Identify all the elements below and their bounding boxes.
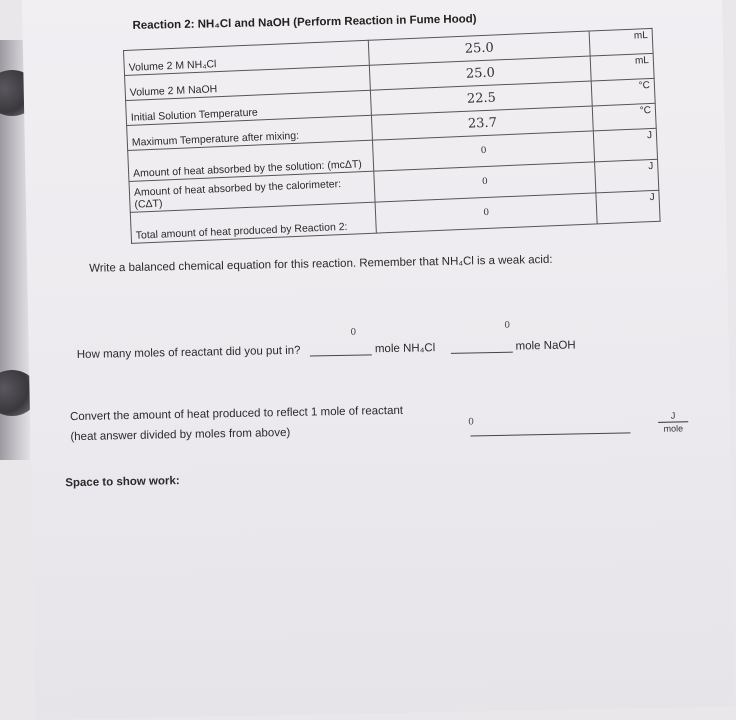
row-unit: °C: [592, 103, 656, 131]
worksheet-page: [22, 0, 736, 720]
row-value[interactable]: 0: [376, 193, 597, 233]
row-unit: J: [596, 190, 660, 224]
convert-instruction-note: (heat answer divided by moles from above): [70, 426, 291, 444]
equation-prompt: Write a balanced chemical equation for this reaction. Remember that NH₄Cl is a weak acid:: [89, 253, 553, 275]
convert-instruction: Convert the amount of heat produced to reflect 1 mole of reactant: [69, 404, 404, 424]
row-value[interactable]: 0: [374, 162, 595, 202]
convert-blank[interactable]: [470, 432, 630, 436]
reaction-title: Reaction 2: NH₄Cl and NaOH (Perform Reaction in Fume Hood): [132, 13, 477, 32]
moles-nh4cl-value: 0: [350, 327, 357, 338]
row-value[interactable]: 0: [373, 131, 594, 171]
row-unit: °C: [591, 78, 655, 106]
row-value[interactable]: 22.5: [371, 81, 592, 115]
moles-naoh-value: 0: [504, 320, 511, 331]
row-value[interactable]: 25.0: [369, 31, 590, 65]
row-label: Volume 2 M NH₄Cl: [124, 40, 370, 75]
moles-nh4cl-unit: mole NH₄Cl: [374, 342, 436, 356]
j-per-mole-unit: [658, 410, 688, 434]
row-label: Maximum Temperature after mixing:: [127, 115, 373, 150]
row-label: Volume 2 M NaOH: [125, 65, 371, 100]
moles-question-text: How many moles of reactant did you put in?: [76, 344, 301, 362]
unit-denominator: mole: [663, 423, 684, 434]
convert-value: 0: [468, 417, 475, 428]
work-space-label: Space to show work:: [65, 475, 180, 490]
unit-numerator: J: [670, 410, 676, 421]
moles-nh4cl-blank[interactable]: [310, 354, 372, 356]
row-value[interactable]: 25.0: [370, 56, 591, 90]
moles-naoh-unit: mole NaOH: [515, 339, 576, 353]
row-unit: J: [594, 159, 658, 193]
row-value[interactable]: 23.7: [372, 106, 593, 140]
row-label: Amount of heat absorbed by the solution: (mcΔT): [128, 140, 375, 181]
row-label: Total amount of heat produced by Reaction 2:: [130, 202, 377, 243]
row-label: Amount of heat absorbed by the calorimeter: (CΔT): [129, 171, 376, 212]
moles-question: [77, 339, 576, 361]
moles-naoh-blank[interactable]: [450, 352, 512, 354]
row-unit: mL: [590, 53, 654, 81]
row-unit: J: [593, 128, 657, 162]
row-unit: mL: [589, 28, 653, 56]
row-label: Initial Solution Temperature: [126, 90, 372, 125]
data-table: [123, 28, 661, 244]
